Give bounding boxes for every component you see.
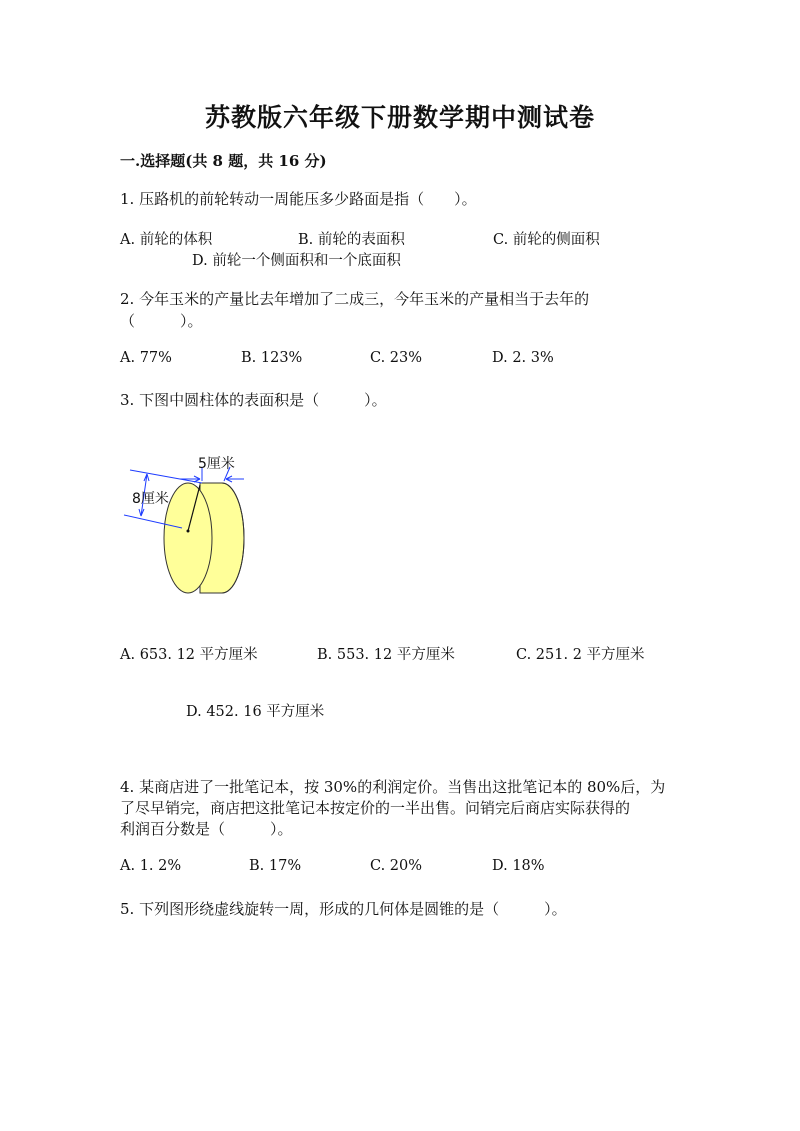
question-2-option-d: D. 2. 3% [492, 350, 554, 366]
question-4-option-d: D. 18% [492, 858, 545, 874]
question-3-option-c: C. 251. 2 平方厘米 [516, 647, 645, 663]
question-4-text-line-2: 了尽早销完，商店把这批笔记本按定价的一半出售。问销完后商店实际获得的 [120, 799, 631, 817]
question-2-option-c: C. 23% [370, 350, 423, 366]
question-2-option-b: B. 123% [241, 350, 303, 366]
question-4-text-line-3: 利润百分数是（ ）。 [120, 820, 293, 838]
question-5-text: 5. 下列图形绕虚线旋转一周，形成的几何体是圆锥的是（ ）。 [120, 900, 567, 918]
question-1-option-d: D. 前轮一个侧面积和一个底面积 [192, 253, 401, 269]
width-label: 5厘米 [198, 456, 235, 472]
question-1-option-a: A. 前轮的体积 [120, 232, 213, 248]
question-2-text-line-2: （ ）。 [120, 312, 203, 330]
question-3-option-d: D. 452. 16 平方厘米 [186, 704, 325, 720]
question-4-option-c: C. 20% [370, 858, 423, 874]
cylinder-figure [120, 445, 260, 595]
center-dot [187, 530, 190, 533]
question-3-option-a: A. 653. 12 平方厘米 [120, 647, 258, 663]
radius-label: 8厘米 [132, 491, 169, 507]
question-2-option-a: A. 77% [120, 350, 172, 366]
cylinder-front-face [164, 483, 212, 593]
section-heading: 一.选择题(共 8 题，共 16 分) [120, 152, 327, 170]
question-4-option-b: B. 17% [249, 858, 302, 874]
question-1-option-c: C. 前轮的侧面积 [493, 232, 600, 248]
question-4-text-line-1: 4. 某商店进了一批笔记本，按 30%的利润定价。当售出这批笔记本的 80%后，为 [120, 778, 666, 796]
question-3-option-b: B. 553. 12 平方厘米 [317, 647, 455, 663]
page-title: 苏教版六年级下册数学期中测试卷 [204, 103, 595, 132]
question-3-text: 3. 下图中圆柱体的表面积是（ ）。 [120, 391, 387, 409]
question-2-text-line-1: 2. 今年玉米的产量比去年增加了二成三，今年玉米的产量相当于去年的 [120, 290, 590, 308]
radius-extension-top [130, 470, 202, 483]
question-1-text: 1. 压路机的前轮转动一周能压多少路面是指（ ）。 [120, 190, 477, 208]
question-4-option-a: A. 1. 2% [120, 858, 182, 874]
question-1-option-b: B. 前轮的表面积 [298, 232, 405, 248]
